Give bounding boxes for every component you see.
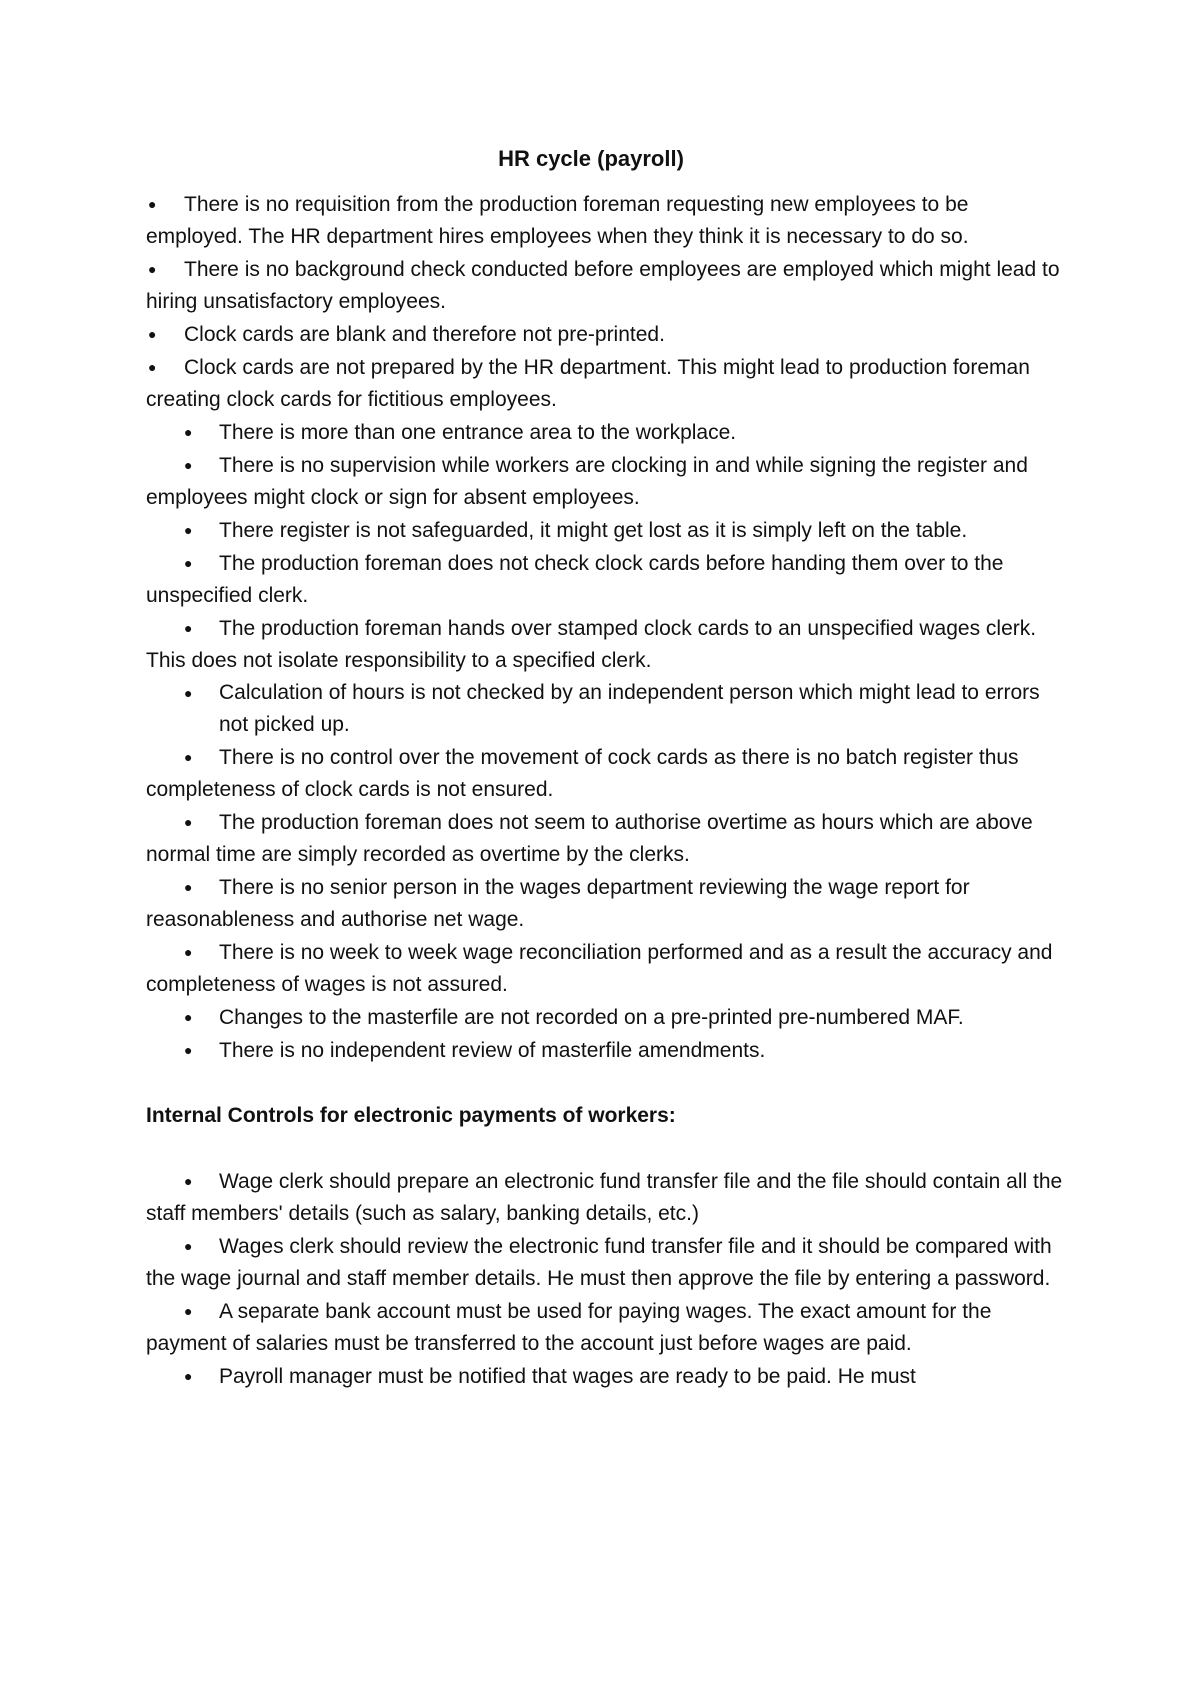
list-item: ● A separate bank account must be used for paying wages. The exact amount for the payment of salaries must be transferred to the account just before wages are paid.: [146, 1295, 1066, 1360]
document-title: HR cycle (payroll): [498, 146, 684, 171]
list-item: ● Changes to the masterfile are not recorded on a pre-printed pre-numbered MAF.: [146, 1001, 1066, 1034]
bullet-icon: ●: [148, 359, 157, 375]
list-item: ● Calculation of hours is not checked by an independent person which might lead to errors not picked up.: [146, 677, 1066, 741]
bullet-icon: ●: [148, 326, 157, 342]
bullet-icon: ●: [148, 196, 157, 212]
bullet-icon: ●: [184, 1042, 193, 1058]
list-item: ● Payroll manager must be notified that wages are ready to be paid. He must: [146, 1360, 1066, 1393]
bullet-icon: ●: [184, 1303, 193, 1319]
list-item: ● There register is not safeguarded, it might get lost as it is simply left on the table.: [146, 514, 1066, 547]
bullet-icon: ●: [184, 424, 193, 440]
document-page: [146, 143, 1066, 1393]
bullet-icon: ●: [184, 1368, 193, 1384]
list-item: ● Clock cards are blank and therefore not pre-printed.: [146, 318, 1066, 351]
bullet-icon: ●: [184, 1173, 193, 1189]
list-item: ● The production foreman does not check clock cards before handing them over to the unspecified clerk.: [146, 547, 1066, 612]
list-item: ● There is no week to week wage reconciliation performed and as a result the accuracy and completeness of wages is not assured.: [146, 936, 1066, 1001]
bullet-icon: ●: [148, 261, 157, 277]
weakness-list: [146, 188, 1066, 1067]
bullet-icon: ●: [184, 749, 193, 765]
list-item: ● Wages clerk should review the electronic fund transfer file and it should be compared with the wage journal and staff member details. He must then approve the file by entering a password.: [146, 1230, 1066, 1295]
bullet-icon: ●: [184, 1009, 193, 1025]
list-item: ● Wage clerk should prepare an electronic fund transfer file and the file should contain all the staff members' details (such as salary, banking details, etc.): [146, 1165, 1066, 1230]
bullet-icon: ●: [184, 879, 193, 895]
list-item: ● Clock cards are not prepared by the HR department. This might lead to production foreman creating clock cards for fictitious employees.: [146, 351, 1066, 416]
bullet-icon: ●: [184, 620, 193, 636]
bullet-icon: ●: [184, 814, 193, 830]
bullet-icon: ●: [184, 944, 193, 960]
list-item: ● There is no supervision while workers are clocking in and while signing the register and employees might clock or sign for absent employees.: [146, 449, 1066, 514]
bullet-icon: ●: [184, 457, 193, 473]
list-item: ● The production foreman does not seem to authorise overtime as hours which are above normal time are simply recorded as overtime by the clerks.: [146, 806, 1066, 871]
bullet-icon: ●: [184, 522, 193, 538]
list-item: ● There is no control over the movement of cock cards as there is no batch register thus completeness of clock cards is not ensured.: [146, 741, 1066, 806]
list-item: ● There is no independent review of masterfile amendments.: [146, 1034, 1066, 1067]
bullet-icon: ●: [184, 555, 193, 571]
list-item: ● The production foreman hands over stamped clock cards to an unspecified wages clerk. This does not isolate responsibility to a specified clerk.: [146, 612, 1066, 677]
list-item: ● There is no background check conducted before employees are employed which might lead to hiring unsatisfactory employees.: [146, 253, 1066, 318]
controls-heading: Internal Controls for electronic payments of workers:: [146, 1104, 676, 1127]
list-item: ● There is no requisition from the production foreman requesting new employees to be employed. The HR department hires employees when they think it is necessary to do so.: [146, 188, 1066, 253]
bullet-icon: ●: [184, 685, 193, 701]
controls-list: [146, 1165, 1066, 1393]
bullet-icon: ●: [184, 1238, 193, 1254]
list-item: ● There is no senior person in the wages department reviewing the wage report for reasonableness and authorise net wage.: [146, 871, 1066, 936]
list-item: ● There is more than one entrance area to the workplace.: [146, 416, 1066, 449]
